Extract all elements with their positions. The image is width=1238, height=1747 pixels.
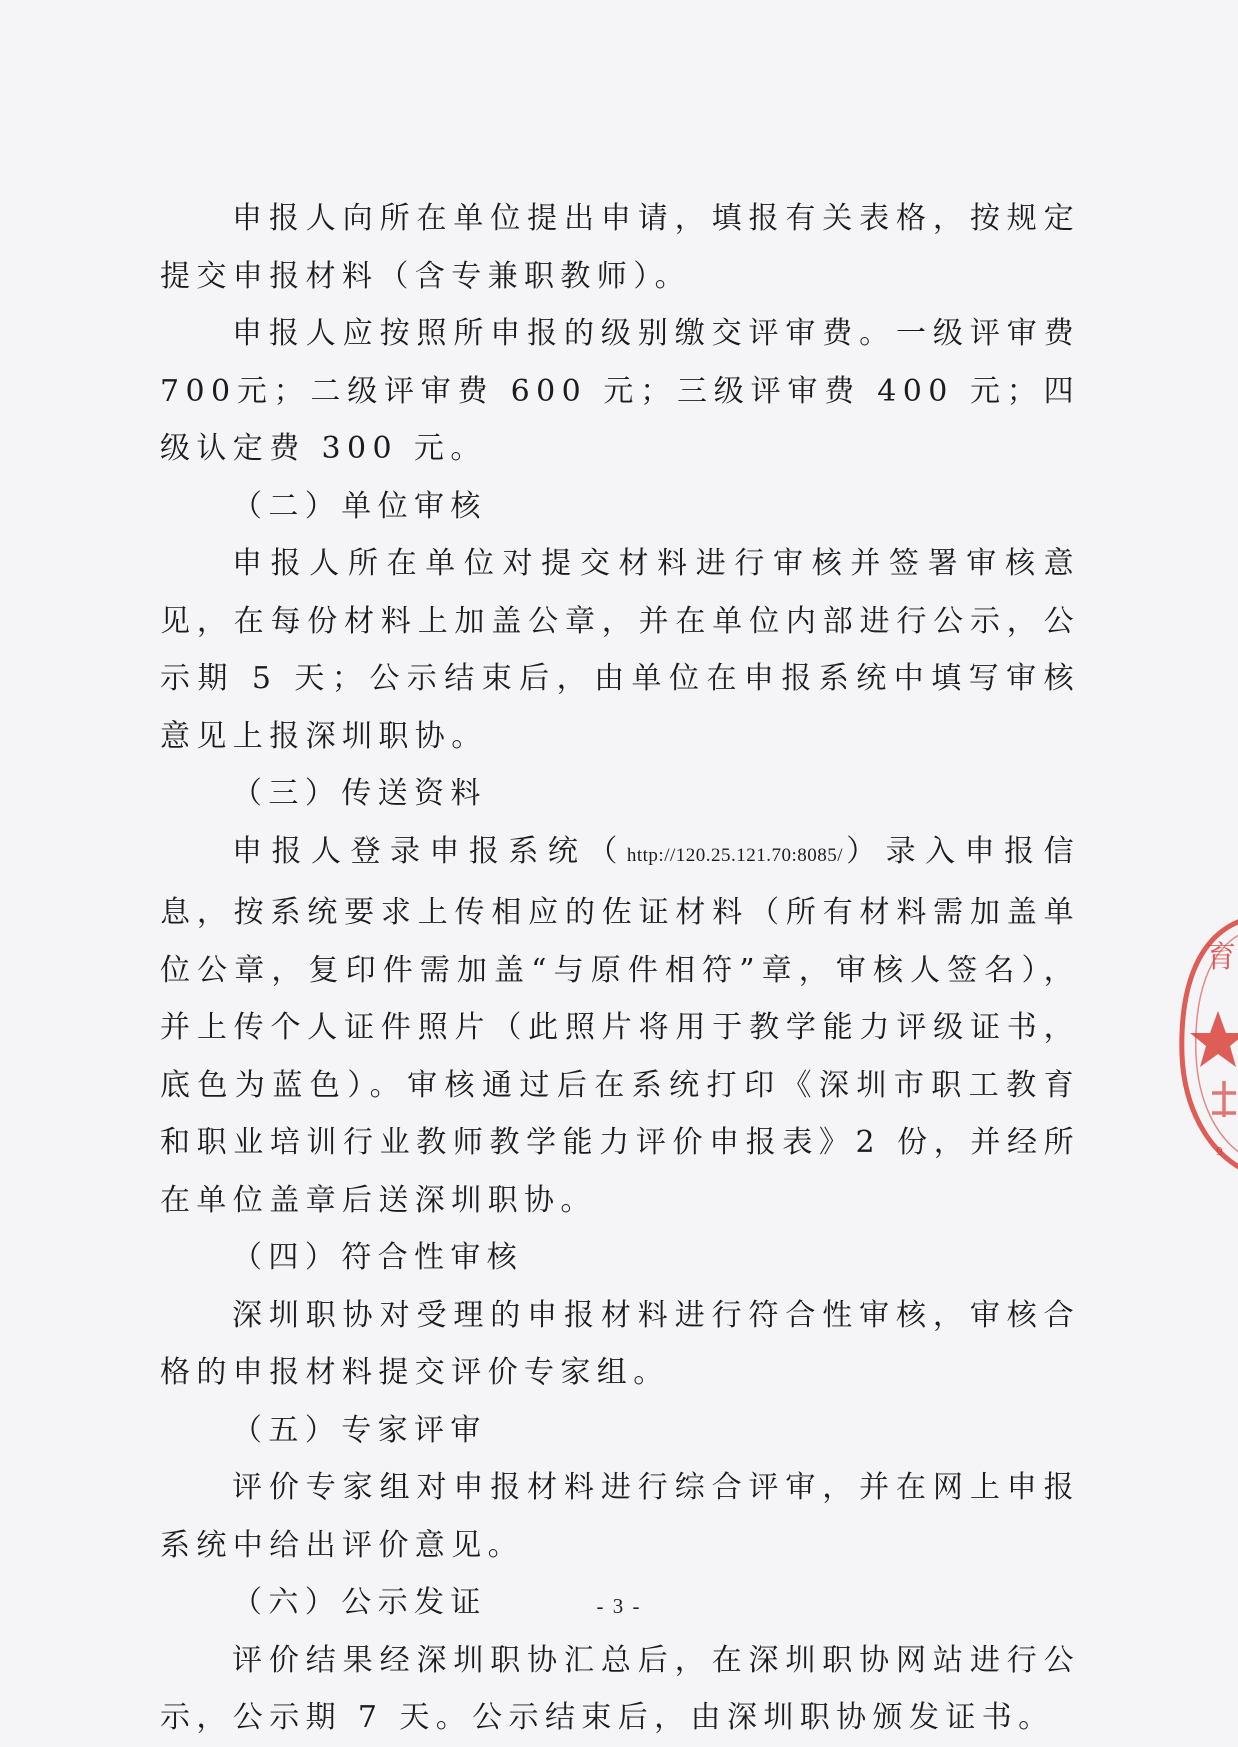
paragraph-transmit-after: ）录入申报信息，按系统要求上传相应的佐证材料（所有材料需加盖单位公章，复印件需加盖“与原件相符”章，审核人签名），并上传个人证件照片（此照片将用于教学能力评级证书，底色为蓝色）。审核通过后在系统打印《深圳市职工教育和职业培训行业教师教学能力评价申报表》2 份，并经所在单位盖章后送深圳职协。: [160, 833, 1080, 1218]
system-url-link[interactable]: http://120.25.121.70:8085/: [626, 844, 844, 866]
paragraph-fees: 申报人应按照所申报的级别缴交评审费。一级评审费 700元；二级评审费 600 元；三级评审费 400 元；四级认定费 300 元。: [160, 316, 1080, 466]
paragraph-compliance-review: 深圳职协对受理的申报材料进行符合性审核，审核合格的申报材料提交评价专家组。: [160, 1297, 1080, 1390]
section-heading-publicity-certificate: （六）公示发证: [232, 1585, 487, 1620]
paragraph-unit-review: 申报人所在单位对提交材料进行审核并签署审核意见，在每份材料上加盖公章，并在单位内部进行公示，公示期 5 天；公示结束后，由单位在申报系统中填写审核意见上报深圳职协。: [160, 546, 1080, 754]
section-heading-transmit-materials: （三）传送资料: [232, 776, 487, 811]
section-heading-expert-review: （五）专家评审: [232, 1412, 487, 1448]
paragraph-publicity-certificate: 评价结果经深圳职协汇总后，在深圳职协网站进行公示，公示期 7 天。公示结束后，由深圳职协颁发证书。: [160, 1642, 1080, 1735]
page-number: - 3 -: [596, 1594, 642, 1618]
seal-icon: [1176, 915, 1238, 1175]
paragraph-expert-review: 评价专家组对申报材料进行综合评审，并在网上申报系统中给出评价意见。: [160, 1470, 1080, 1563]
seal-char-1: 育: [1206, 940, 1236, 975]
official-seal-stamp: [1176, 915, 1238, 1175]
paragraph-transmit-before: 申报人登录申报系统（: [232, 833, 627, 869]
section-heading-unit-review: （二）单位审核: [232, 488, 487, 524]
seal-char-2: 9: [1216, 1145, 1223, 1158]
section-heading-compliance-review: （四）符合性审核: [232, 1240, 524, 1275]
paragraph-transmit-materials: [160, 823, 1080, 1230]
document-body: [160, 190, 1080, 1747]
paragraph-application: 申报人向所在单位提出申请，填报有关表格，按规定提交申报材料（含专兼职教师）。: [160, 201, 1080, 294]
